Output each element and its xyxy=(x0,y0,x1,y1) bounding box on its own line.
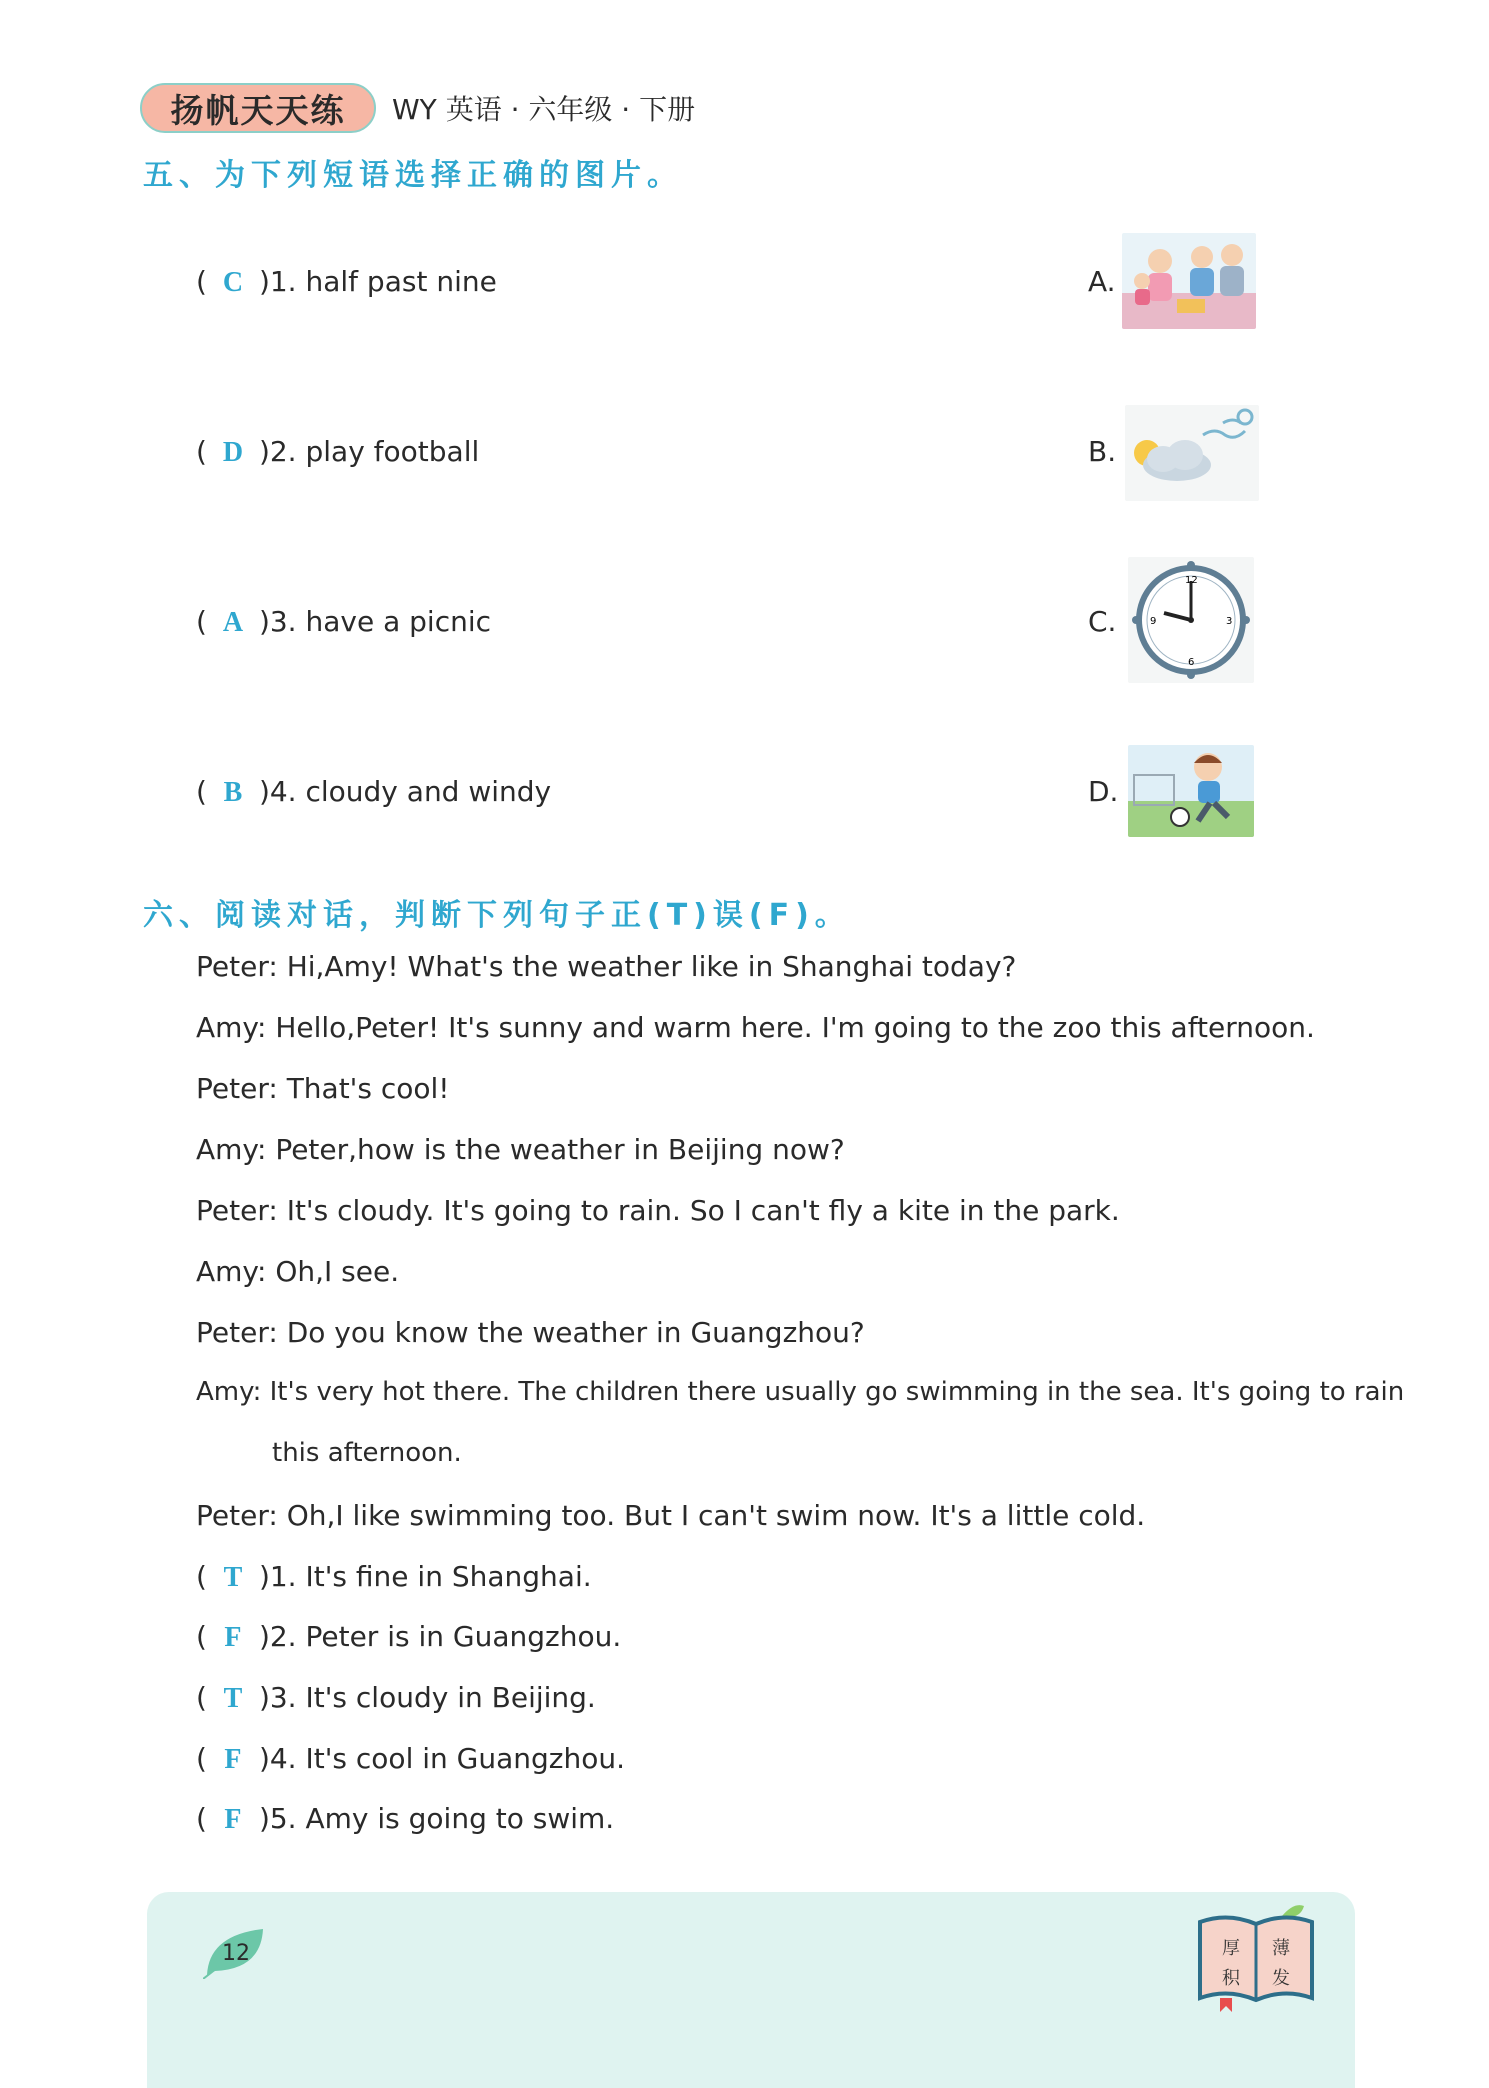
statement-text: It's fine in Shanghai. xyxy=(305,1560,592,1593)
utterance: It's very hot there. The children there usually go swimming in the sea. It's going to rain xyxy=(269,1377,1405,1407)
statement-text: Amy is going to swim. xyxy=(305,1802,615,1835)
open-paren: ( xyxy=(196,1681,207,1714)
utterance: Oh,I see. xyxy=(275,1255,400,1288)
option-c-label: C. xyxy=(1088,605,1117,638)
speaker: Peter: xyxy=(196,1194,278,1227)
open-paren: ( xyxy=(196,435,207,468)
judgement-item xyxy=(196,1560,592,1594)
answer-letter: F xyxy=(224,1744,242,1775)
dialog-line-continued xyxy=(272,1438,462,1468)
clock-image xyxy=(1128,557,1254,683)
book-subtitle: WY 英语 · 六年级 · 下册 xyxy=(392,93,696,126)
utterance: It's cloudy. It's going to rain. So I can't fly a kite in the park. xyxy=(286,1194,1120,1227)
dialog-line xyxy=(196,1011,1315,1044)
speaker: Peter: xyxy=(196,1499,278,1532)
speaker: Peter: xyxy=(196,950,278,983)
dialog-line xyxy=(196,1377,1404,1407)
phrase-text: play football xyxy=(305,435,480,468)
svg-text:3: 3 xyxy=(1226,616,1233,627)
footer-band xyxy=(147,1892,1355,2088)
item-number: )2. xyxy=(258,435,297,468)
open-paren: ( xyxy=(196,1560,207,1593)
matching-item xyxy=(196,265,497,299)
open-paren: ( xyxy=(196,1802,207,1835)
matching-item xyxy=(196,775,551,809)
family-picnic-image xyxy=(1122,233,1256,329)
open-paren: ( xyxy=(196,605,207,638)
statement-text: Peter is in Guangzhou. xyxy=(305,1620,622,1653)
item-number: )3. xyxy=(258,605,297,638)
judgement-item xyxy=(196,1620,621,1654)
book-char: 厚 xyxy=(1222,1938,1240,1959)
dialog-line xyxy=(196,1255,399,1288)
item-number: )5. xyxy=(258,1802,297,1835)
open-paren: ( xyxy=(196,265,207,298)
utterance: That's cool! xyxy=(286,1072,450,1105)
boy-football-image xyxy=(1128,745,1254,837)
item-number: )4. xyxy=(258,1742,297,1775)
book-char: 积 xyxy=(1222,1968,1240,1989)
dialog-line xyxy=(196,1072,450,1105)
item-number: )1. xyxy=(258,265,297,298)
open-paren: ( xyxy=(196,1620,207,1653)
answer-letter: B xyxy=(223,777,243,808)
speaker: Amy: xyxy=(196,1011,267,1044)
statement-text: It's cool in Guangzhou. xyxy=(305,1742,626,1775)
answer-letter: A xyxy=(222,607,244,638)
option-d-label: D. xyxy=(1088,775,1119,808)
section-5-title: 五、为下列短语选择正确的图片。 xyxy=(143,158,683,193)
open-paren: ( xyxy=(196,775,207,808)
dialog-line xyxy=(196,1499,1145,1532)
section-6-title: 六、阅读对话，判断下列句子正(T)误(F)。 xyxy=(143,898,851,933)
speaker: Peter: xyxy=(196,1072,278,1105)
answer-letter: T xyxy=(223,1683,243,1714)
speaker: Amy: xyxy=(196,1255,267,1288)
judgement-item xyxy=(196,1742,625,1776)
item-number: )4. xyxy=(258,775,297,808)
answer-letter: T xyxy=(223,1562,243,1593)
judgement-item xyxy=(196,1681,596,1715)
dialog-line xyxy=(196,950,1016,983)
utterance: this afternoon. xyxy=(272,1438,462,1468)
dialog-line xyxy=(196,1194,1120,1227)
dialog-line xyxy=(196,1133,845,1166)
speaker: Amy: xyxy=(196,1377,262,1407)
utterance: Hello,Peter! It's sunny and warm here. I'm going to the zoo this afternoon. xyxy=(275,1011,1315,1044)
matching-item xyxy=(196,435,479,469)
utterance: Peter,how is the weather in Beijing now? xyxy=(275,1133,845,1166)
speaker: Amy: xyxy=(196,1133,267,1166)
answer-letter: C xyxy=(222,267,244,298)
page-number: 12 xyxy=(222,1941,250,1966)
answer-letter: F xyxy=(224,1622,242,1653)
phrase-text: half past nine xyxy=(305,265,497,298)
series-badge: 扬帆天天练 xyxy=(140,83,376,133)
item-number: )1. xyxy=(258,1560,297,1593)
svg-text:6: 6 xyxy=(1188,657,1195,668)
answer-letter: D xyxy=(222,437,244,468)
item-number: )3. xyxy=(258,1681,297,1714)
judgement-item xyxy=(196,1802,614,1836)
phrase-text: have a picnic xyxy=(305,605,492,638)
utterance: Hi,Amy! What's the weather like in Shanghai today? xyxy=(286,950,1017,983)
sun-cloud-wind-image xyxy=(1125,405,1259,501)
open-paren: ( xyxy=(196,1742,207,1775)
utterance: Do you know the weather in Guangzhou? xyxy=(286,1316,865,1349)
phrase-text: cloudy and windy xyxy=(305,775,552,808)
matching-item xyxy=(196,605,491,639)
svg-text:12: 12 xyxy=(1185,575,1198,586)
dialog-line xyxy=(196,1316,865,1349)
book-icon xyxy=(1192,1902,1320,2014)
item-number: )2. xyxy=(258,1620,297,1653)
svg-text:9: 9 xyxy=(1150,616,1157,627)
book-char: 发 xyxy=(1272,1968,1290,1989)
option-b-label: B. xyxy=(1088,435,1117,468)
option-a-label: A. xyxy=(1088,265,1116,298)
answer-letter: F xyxy=(224,1804,242,1835)
utterance: Oh,I like swimming too. But I can't swim now. It's a little cold. xyxy=(286,1499,1146,1532)
speaker: Peter: xyxy=(196,1316,278,1349)
book-char: 薄 xyxy=(1272,1938,1290,1959)
statement-text: It's cloudy in Beijing. xyxy=(305,1681,596,1714)
